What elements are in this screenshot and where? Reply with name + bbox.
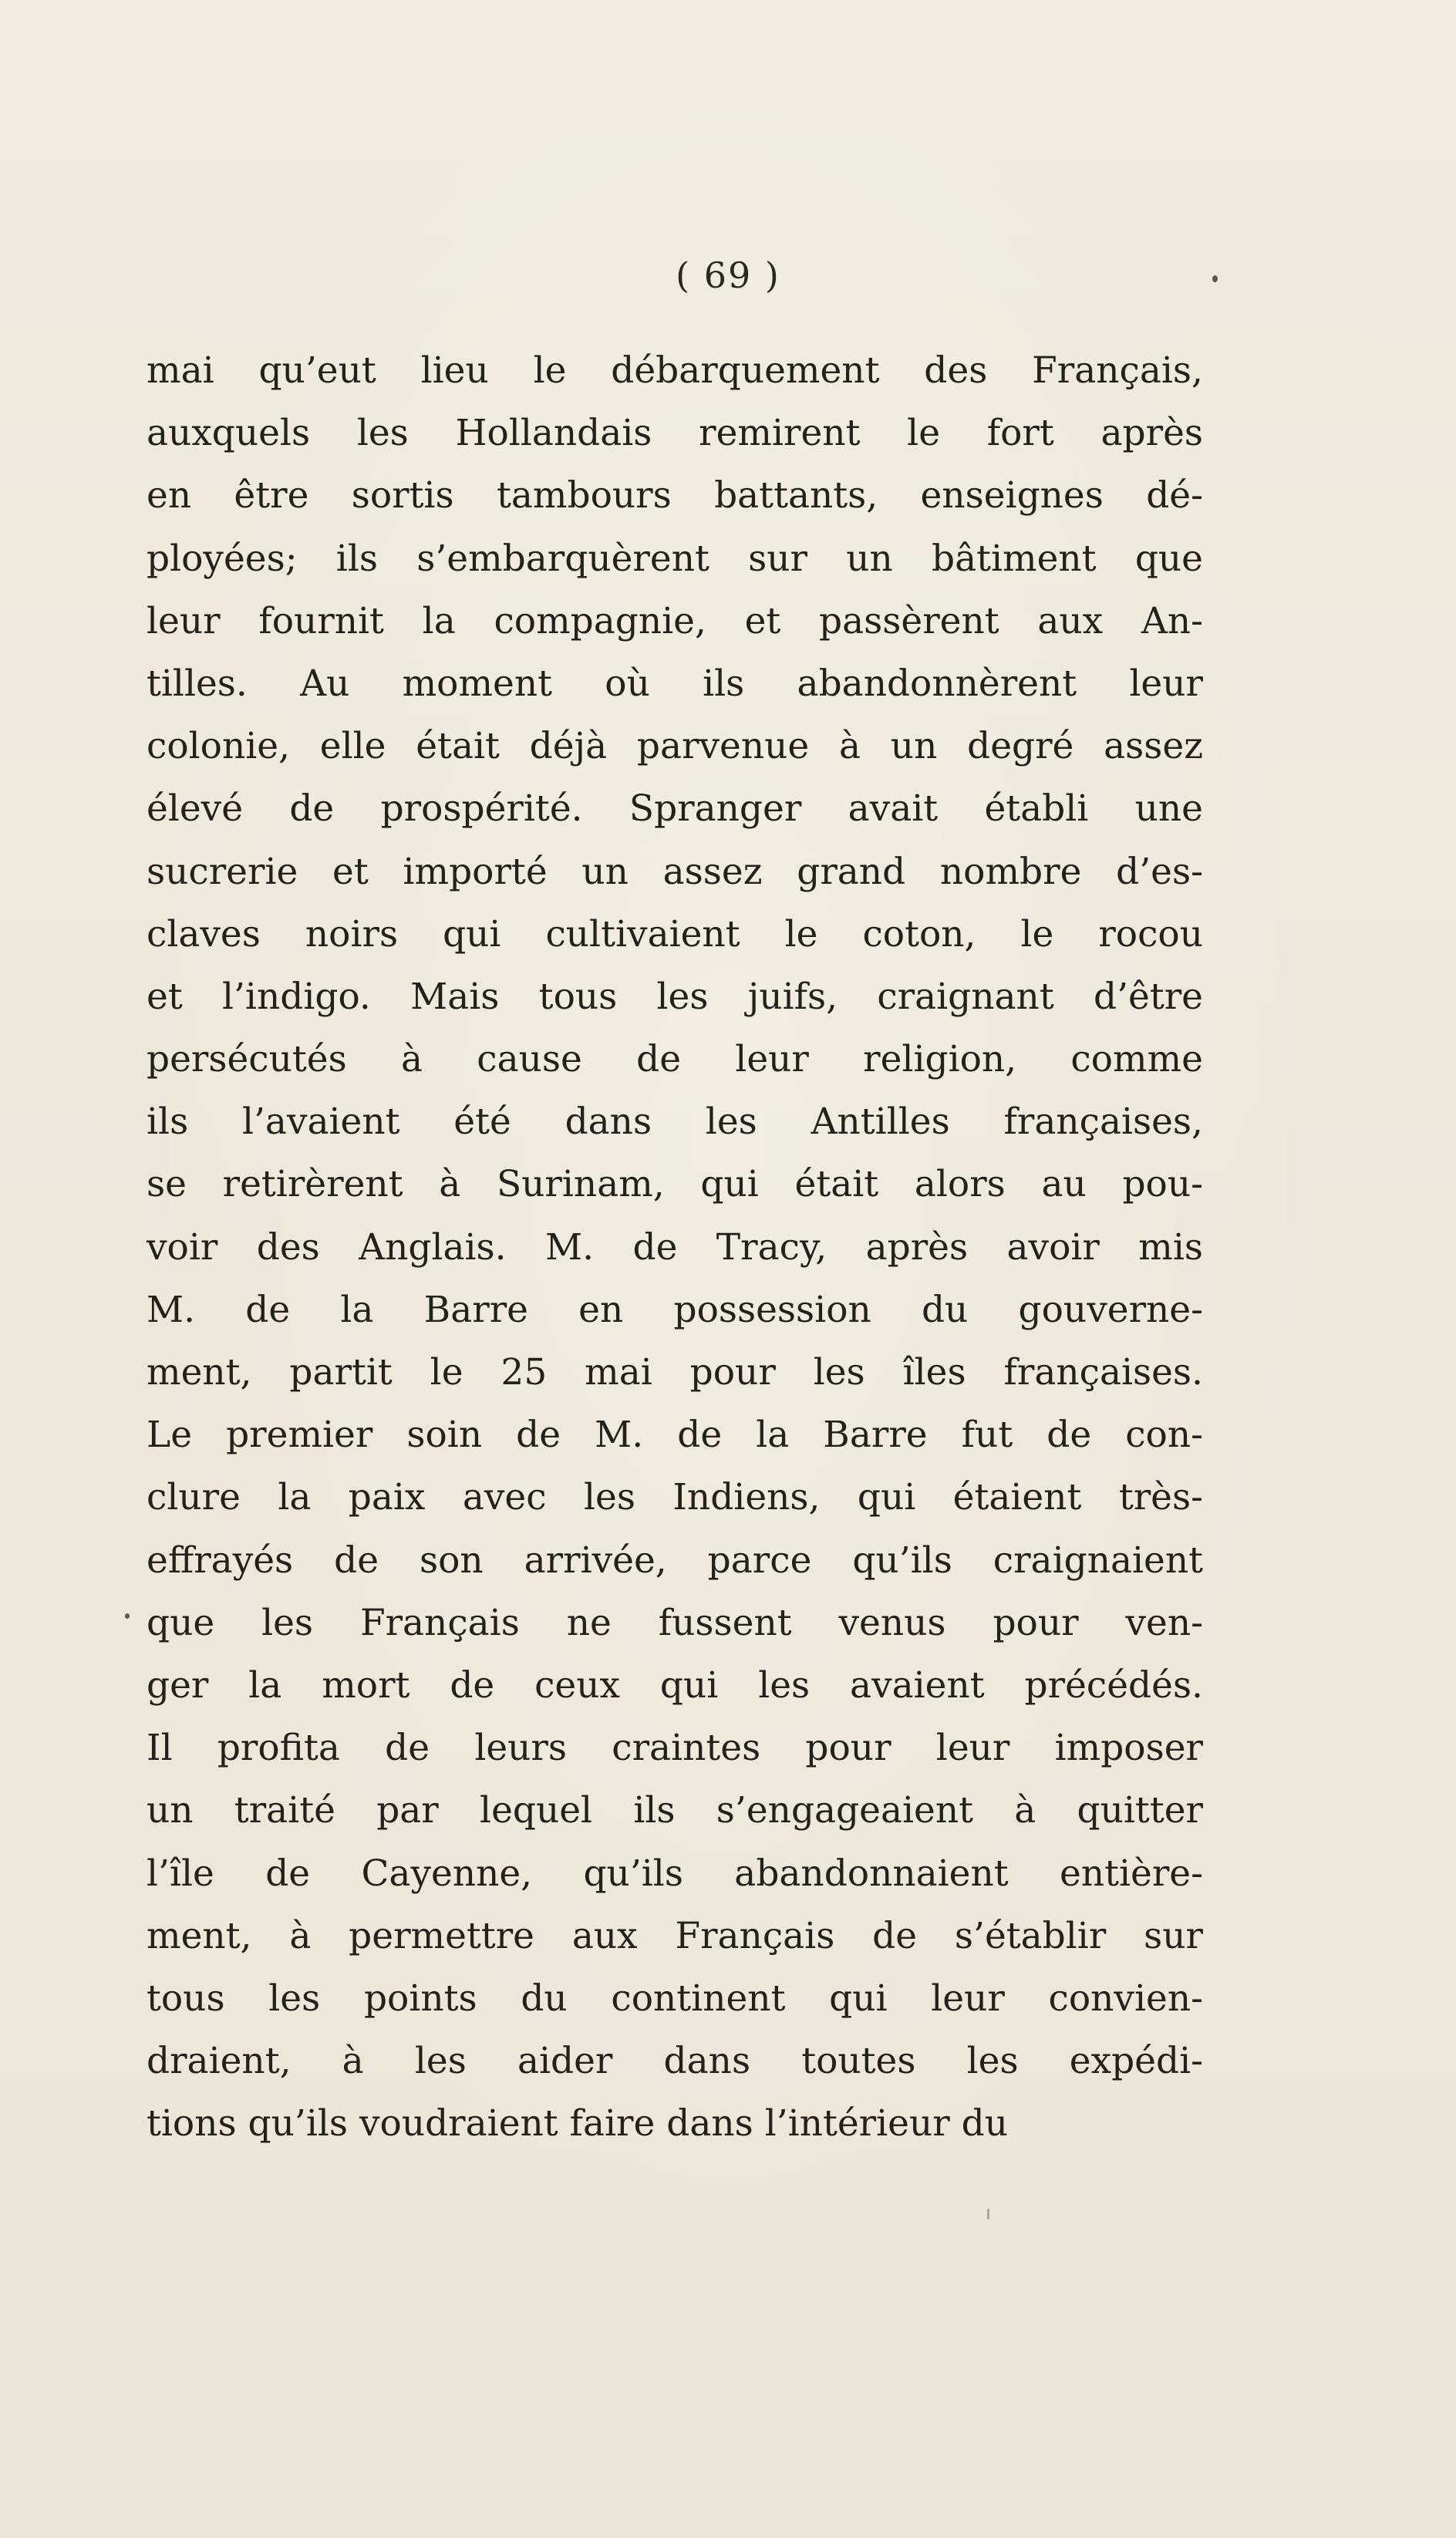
text-line: draient, à les aider dans toutes les expédi-: [147, 2040, 1203, 2083]
text-line: M. de la Barre en possession du gouverne-: [147, 1288, 1203, 1331]
text-line: ment, partit le 25 mai pour les îles françaises.: [147, 1351, 1203, 1394]
paper-speck: [1212, 275, 1218, 282]
text-line: colonie, elle était déjà parvenue à un degré assez: [147, 725, 1203, 768]
text-line: Il profita de leurs craintes pour leur imposer: [147, 1727, 1203, 1770]
page-number: ( 69 ): [676, 254, 780, 296]
paper-speck: [987, 2209, 989, 2219]
paper-speck: [125, 1613, 130, 1619]
text-line: effrayés de son arrivée, parce qu’ils craignaient: [147, 1539, 1203, 1582]
text-line: auxquels les Hollandais remirent le fort après: [147, 412, 1203, 455]
text-line: un traité par lequel ils s’engageaient à quitter: [147, 1789, 1203, 1832]
text-line: ger la mort de ceux qui les avaient précédés.: [147, 1663, 1203, 1707]
body-text: [147, 339, 1203, 2155]
text-line: mai qu’eut lieu le débarquement des Français,: [147, 349, 1203, 392]
text-line: ils l’avaient été dans les Antilles françaises,: [147, 1100, 1203, 1144]
text-line: persécutés à cause de leur religion, comme: [147, 1038, 1203, 1081]
text-line: en être sortis tambours battants, enseignes dé-: [147, 474, 1203, 517]
text-line: clure la paix avec les Indiens, qui étaient très-: [147, 1476, 1203, 1519]
text-line: ment, à permettre aux Français de s’établir sur: [147, 1914, 1203, 1957]
text-line: tions qu’ils voudraient faire dans l’intérieur du: [147, 2102, 1009, 2145]
text-line: sucrerie et importé un assez grand nombre d’es-: [147, 850, 1203, 893]
text-line: ployées; ils s’embarquèrent sur un bâtiment que: [147, 537, 1203, 580]
text-line: leur fournit la compagnie, et passèrent aux An-: [147, 599, 1203, 642]
text-line: l’île de Cayenne, qu’ils abandonnaient entière-: [147, 1852, 1203, 1895]
text-line: voir des Anglais. M. de Tracy, après avoir mis: [147, 1225, 1203, 1269]
text-line: tous les points du continent qui leur convien-: [147, 1977, 1203, 2020]
text-line: tilles. Au moment où ils abandonnèrent leur: [147, 662, 1203, 705]
text-line: claves noirs qui cultivaient le coton, le rocou: [147, 912, 1203, 956]
text-line: se retirèrent à Surinam, qui était alors au pou-: [147, 1163, 1203, 1206]
text-line: Le premier soin de M. de la Barre fut de con-: [147, 1414, 1203, 1457]
text-line: élevé de prospérité. Spranger avait établi une: [147, 787, 1203, 831]
text-line: que les Français ne fussent venus pour ven-: [147, 1601, 1203, 1644]
text-line: et l’indigo. Mais tous les juifs, craignant d’être: [147, 975, 1203, 1018]
